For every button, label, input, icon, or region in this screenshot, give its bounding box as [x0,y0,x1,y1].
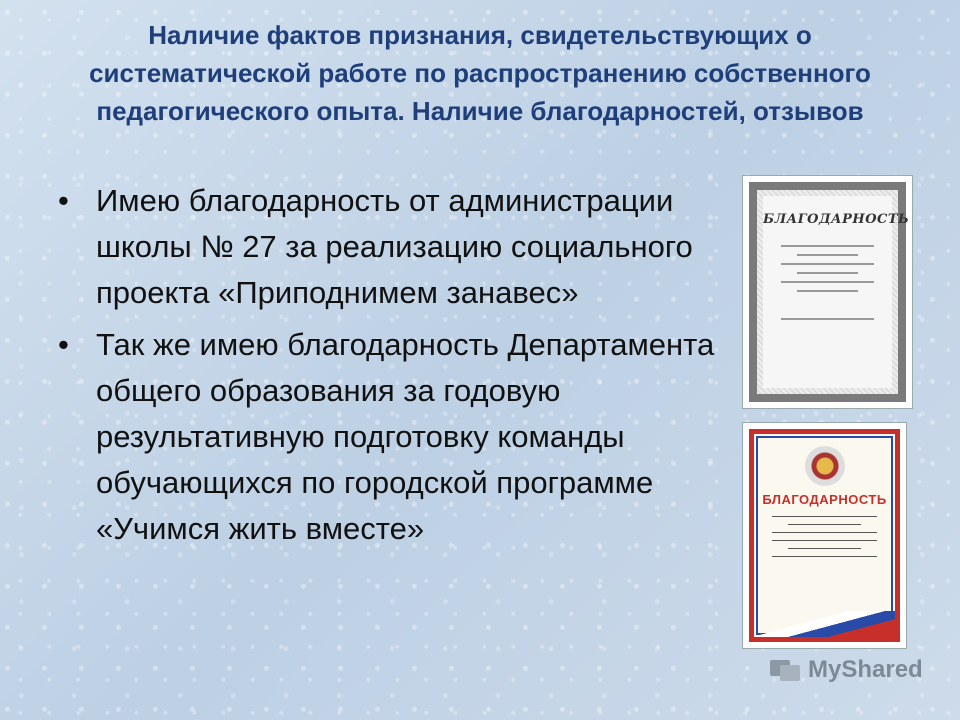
bullet-marker: • [58,327,69,362]
bullet-text: Имею благодарность от администрации школы № 27 за реализацию социального проекта «Приподнимем занавес» [96,183,693,310]
myshared-logo-icon [768,656,802,684]
watermark [768,656,923,684]
bullet-item [58,178,718,316]
certificate-frame [749,429,900,642]
certificate-text-line [781,263,874,265]
certificate-text-line [772,516,877,517]
certificate-frame [749,182,910,402]
bullet-item [58,322,718,552]
certificate-color-image [743,423,906,648]
certificate-text-line [772,556,877,557]
certificate-heading: БЛАГОДАРНОСТЬ [762,492,887,507]
certificate-text-line [797,272,858,274]
certificate-signature-line [781,318,874,320]
certificate-text-line [788,548,861,549]
slide-title: Наличие фактов признания, свидетельствующих о систематической работе по распространению собственного педагогического опыта. Наличие благодарностей, отзывов [89,20,871,126]
certificate-text-line [781,245,874,247]
emblem-icon [805,446,845,486]
certificate-text-line [781,281,874,283]
certificate-face [763,196,910,388]
certificate-text-line [797,254,858,256]
bullet-list [58,178,718,558]
watermark-text: MyShared [808,656,923,683]
bullet-marker: • [58,183,69,218]
certificate-text-line [772,540,877,541]
certificate-text-line [772,532,877,533]
certificate-gray-image [743,176,912,408]
bullet-text: Так же имею благодарность Департамента общего образования за годовую результативную подготовку команды обучающихся по городской программе «Учимся жить вместе» [96,327,715,546]
certificate-text-line [788,524,861,525]
certificate-text-line [797,290,858,292]
tricolor-flag-decoration [754,611,895,637]
certificate-heading: БЛАГОДАРНОСТЬ [763,212,910,227]
